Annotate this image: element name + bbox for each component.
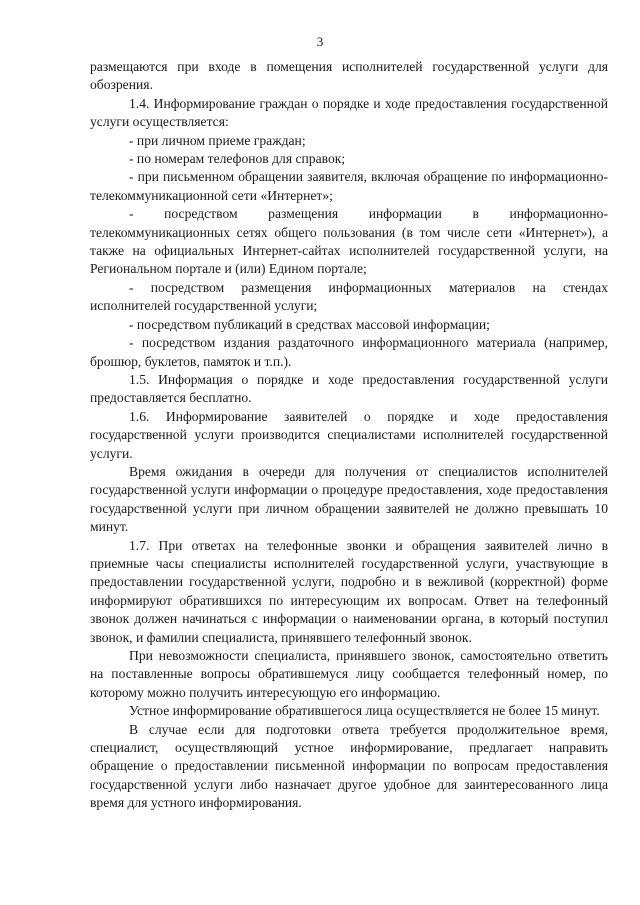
paragraph-continuation: размещаются при входе в помещения исполнителей государственной услуги для обозрения. — [90, 59, 608, 93]
paragraph: Устное информирование обратившегося лица осуществляется не более 15 минут. — [129, 703, 600, 719]
paragraph: Время ожидания в очереди для получения от специалистов исполнителей государственной услуги информации о процедуре предоставления, ходе предоставления государственной услуги при личном обращении заявителей не должно превышать 10 минут. — [90, 463, 608, 535]
document-body — [90, 58, 608, 813]
list-item: - посредством издания раздаточного информационного материала (например, брошюр, буклетов, памяток и т.п.). — [90, 335, 608, 369]
list-item: - посредством размещения информации в информационно-телекоммуникационных сетях общего пользования (в том числе сети «Интернет»), а также на официальных Интернет-сайтах исполнителей государственной услуги, на Региональном портале и (или) Едином портале; — [90, 206, 608, 277]
page-number: 3 — [316, 34, 324, 49]
list-item: - посредством публикаций в средствах массовой информации; — [129, 316, 490, 332]
list-item: - посредством размещения информационных материалов на стендах исполнителей государственной услуги; — [90, 279, 608, 314]
paragraph-1-7: 1.7. При ответах на телефонные звонки и обращения заявителей лично в приемные часы специалисты исполнителей государственной услуги, участвующие в предоставлении государственной услуги, подробно и в вежливой (корректной) форме информируют обратившихся по интересующим их вопросам. Ответ на телефонный звонок должен начинаться с информации о наименовании органа, в который поступил звонок, и фамилии специалиста, принявшего телефонный звонок. — [90, 537, 608, 645]
paragraph: При невозможности специалиста, принявшего звонок, самостоятельно ответить на поставленные вопросы обратившемуся лицу сообщается телефонный номер, по которому можно получить интересующую его информацию. — [90, 648, 608, 700]
paragraph-1-5: 1.5. Информация о порядке и ходе предоставления государственной услуги предоставляется бесплатно. — [90, 371, 608, 406]
paragraph-1-6: 1.6. Информирование заявителей о порядке и ходе предоставления государственной услуги производится специалистами исполнителей государственной услуги. — [90, 408, 608, 461]
list-item: - при письменном обращении заявителя, включая обращение по информационно-телекоммуникационной сети «Интернет»; — [90, 169, 608, 203]
paragraph: В случае если для подготовки ответа требуется продолжительное время, специалист, осуществляющий устное информирование, предлагает направить обращение о предоставлении письменной информации по вопросам предоставления государственной услуги либо назначает другое удобное для заинтересованного лица время для устного информирования. — [90, 721, 608, 811]
list-item: - по номерам телефонов для справок; — [129, 151, 346, 167]
paragraph-1-4: 1.4. Информирование граждан о порядке и ходе предоставления государственной услуги осуществляется: — [90, 95, 608, 130]
list-item: - при личном приеме граждан; — [129, 132, 306, 148]
